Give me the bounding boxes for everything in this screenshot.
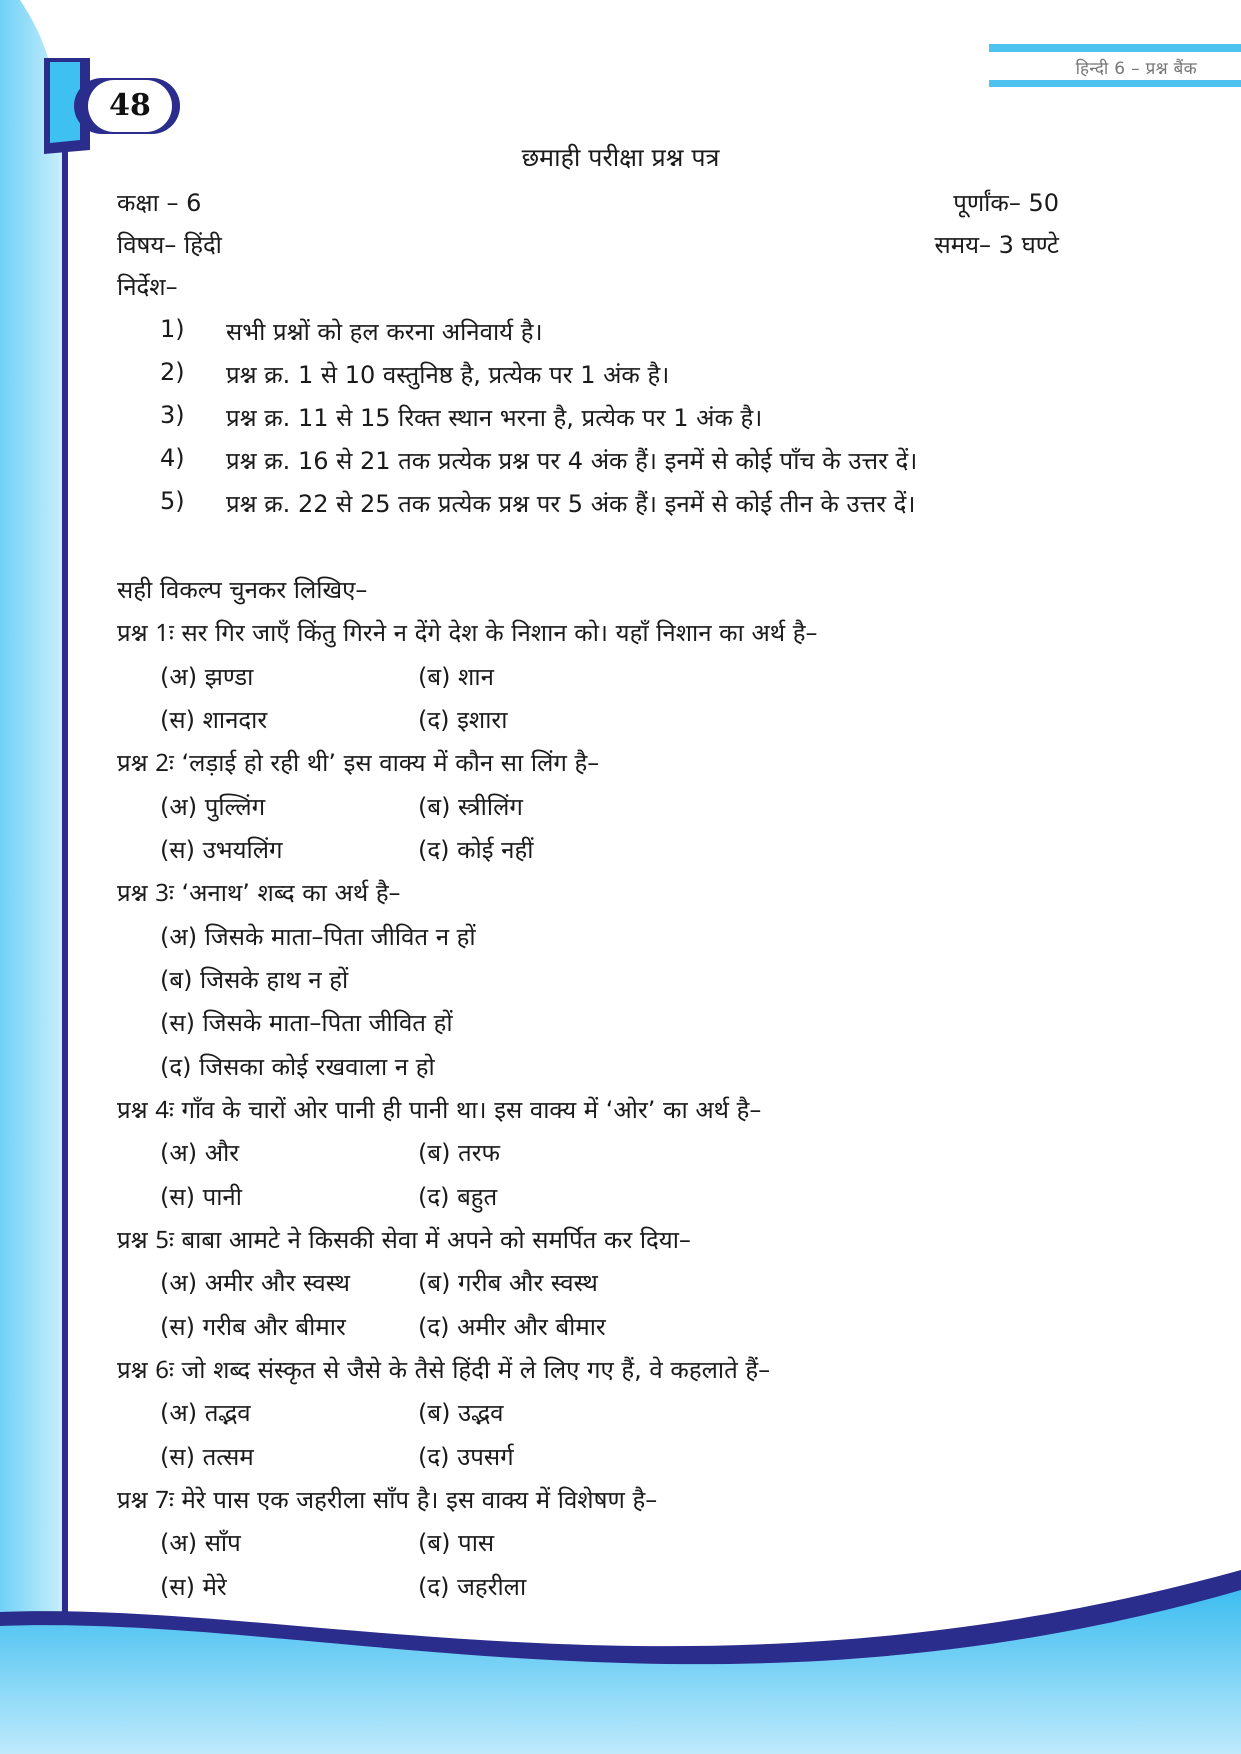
option: (द) कोई नहीं bbox=[418, 836, 534, 864]
instruction-number: 2) bbox=[160, 358, 185, 386]
option: (अ) साँप bbox=[160, 1529, 241, 1557]
option: (द) अमीर और बीमार bbox=[418, 1313, 606, 1341]
instruction-text: प्रश्न क्र. 16 से 21 तक प्रत्येक प्रश्न पर 4 अंक हैं। इनमें से कोई पाँच के उत्तर दें। bbox=[226, 447, 918, 475]
question-6: प्रश्न 6ः जो शब्द संस्कृत से जैसे के तैसे हिंदी में ले लिए गए हैं, वे कहलाते हैं– bbox=[117, 1356, 771, 1384]
left-band bbox=[0, 0, 62, 1754]
option: (अ) जिसके माता–पिता जीवित न हों bbox=[160, 923, 476, 951]
header-strip-top bbox=[989, 44, 1241, 52]
option: (द) जिसका कोई रखवाला न हो bbox=[160, 1053, 435, 1081]
instructions-heading: निर्देश– bbox=[117, 273, 178, 301]
option: (स) तत्सम bbox=[160, 1443, 254, 1471]
section-heading: सही विकल्प चुनकर लिखिए– bbox=[117, 576, 368, 604]
option: (द) जहरीला bbox=[418, 1573, 527, 1601]
option: (द) इशारा bbox=[418, 706, 508, 734]
option: (द) बहुत bbox=[418, 1183, 498, 1211]
instruction-text: प्रश्न क्र. 1 से 10 वस्तुनिष्ठ है, प्रत्येक पर 1 अंक है। bbox=[226, 361, 670, 389]
option: (स) पानी bbox=[160, 1183, 242, 1211]
instruction-number: 4) bbox=[160, 444, 185, 472]
question-3: प्रश्न 3ः ‘अनाथ’ शब्द का अर्थ है– bbox=[117, 879, 401, 907]
question-1: प्रश्न 1ः सर गिर जाएँ किंतु गिरने न देंगे देश के निशान को। यहाँ निशान का अर्थ है– bbox=[117, 619, 818, 647]
option: (अ) तद्भव bbox=[160, 1399, 251, 1427]
question-2: प्रश्न 2ः ‘लड़ाई हो रही थी’ इस वाक्य में कौन सा लिंग है– bbox=[117, 749, 600, 777]
question-7: प्रश्न 7ः मेरे पास एक जहरीला साँप है। इस वाक्य में विशेषण है– bbox=[117, 1486, 658, 1514]
subject-label: विषय– हिंदी bbox=[117, 231, 222, 259]
max-marks: पूर्णांक– 50 bbox=[953, 189, 1059, 217]
instruction-text: सभी प्रश्नों को हल करना अनिवार्य है। bbox=[226, 318, 543, 346]
instruction-number: 5) bbox=[160, 487, 185, 515]
instruction-number: 3) bbox=[160, 401, 185, 429]
option: (अ) झण्डा bbox=[160, 663, 254, 691]
header-strip-bottom bbox=[989, 80, 1241, 87]
option: (ब) जिसके हाथ न हों bbox=[160, 966, 349, 994]
option: (ब) स्त्रीलिंग bbox=[418, 793, 523, 821]
option: (स) शानदार bbox=[160, 706, 268, 734]
instruction-text: प्रश्न क्र. 22 से 25 तक प्रत्येक प्रश्न पर 5 अंक हैं। इनमें से कोई तीन के उत्तर दें। bbox=[226, 490, 916, 518]
option: (स) जिसके माता–पिता जीवित हों bbox=[160, 1009, 453, 1037]
book-title: हिन्दी 6 – प्रश्न बैंक bbox=[1075, 59, 1197, 79]
left-rule bbox=[62, 100, 68, 1660]
time-label: समय– 3 घण्टे bbox=[934, 231, 1059, 259]
option: (ब) गरीब और स्वस्थ bbox=[418, 1269, 598, 1297]
class-label: कक्षा – 6 bbox=[117, 189, 202, 217]
option: (ब) शान bbox=[418, 663, 494, 691]
option: (अ) अमीर और स्वस्थ bbox=[160, 1269, 350, 1297]
option: (स) उभयलिंग bbox=[160, 836, 283, 864]
option: (अ) और bbox=[160, 1139, 240, 1167]
page-number: 48 bbox=[88, 80, 172, 132]
question-5: प्रश्न 5ः बाबा आमटे ने किसकी सेवा में अपने को समर्पित कर दिया– bbox=[117, 1226, 691, 1254]
option: (स) गरीब और बीमार bbox=[160, 1313, 346, 1341]
instruction-number: 1) bbox=[160, 315, 185, 343]
question-4: प्रश्न 4ः गाँव के चारों ओर पानी ही पानी था। इस वाक्य में ‘ओर’ का अर्थ है– bbox=[117, 1096, 762, 1124]
exam-title: छमाही परीक्षा प्रश्न पत्र bbox=[521, 143, 720, 172]
option: (ब) पास bbox=[418, 1529, 495, 1557]
option: (अ) पुल्लिंग bbox=[160, 793, 266, 821]
instruction-text: प्रश्न क्र. 11 से 15 रिक्त स्थान भरना है, प्रत्येक पर 1 अंक है। bbox=[226, 404, 763, 432]
option: (स) मेरे bbox=[160, 1573, 227, 1601]
option: (ब) तरफ bbox=[418, 1139, 501, 1167]
option: (ब) उद्भव bbox=[418, 1399, 504, 1427]
option: (द) उपसर्ग bbox=[418, 1443, 514, 1471]
